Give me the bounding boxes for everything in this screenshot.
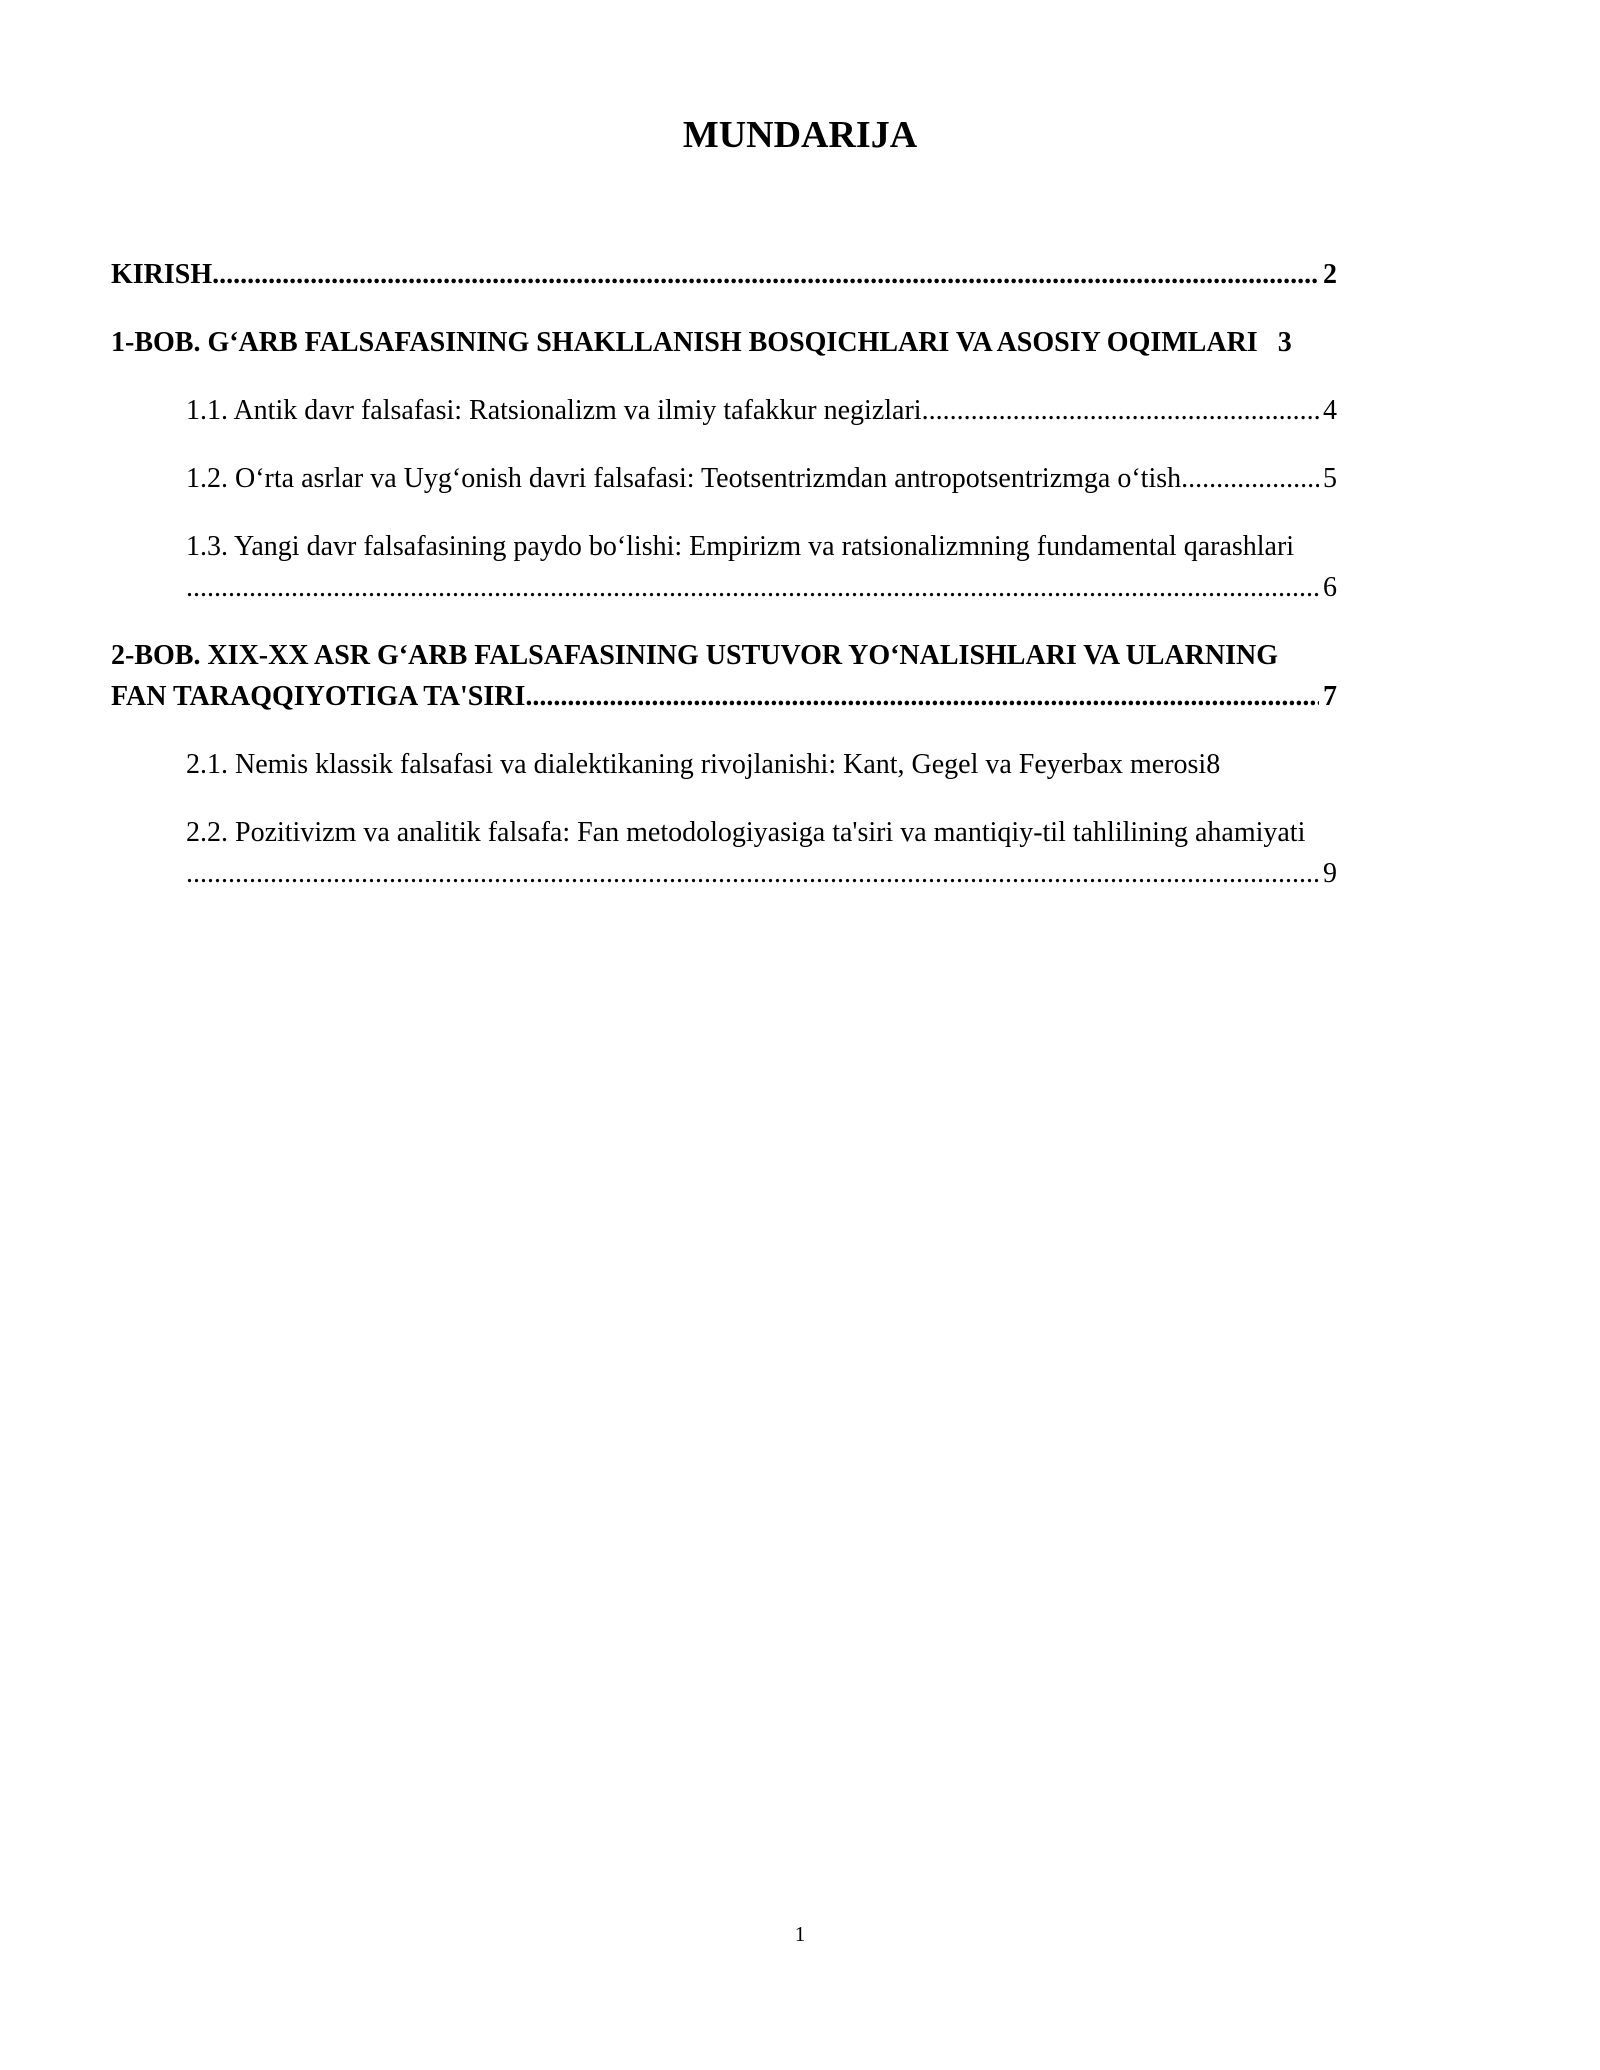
toc-entry-title-continued: FAN TARAQQIYOTIGA TA'SIRI [111, 681, 526, 712]
toc-page-number: 7 [1323, 681, 1337, 712]
toc-page-number: 6 [1323, 572, 1337, 603]
dot-leader [186, 853, 1319, 894]
dot-leader [1181, 458, 1319, 499]
toc-page-number: 5 [1323, 463, 1337, 494]
toc-entry-title: KIRISH [111, 259, 213, 290]
toc-page-number: 3 [1277, 327, 1292, 358]
toc-page-number: 9 [1323, 858, 1337, 889]
dot-leader [212, 254, 1319, 295]
page-title: MUNDARIJA [682, 114, 918, 156]
toc-entry-section-1-1[interactable] [186, 390, 1337, 431]
toc-entry-kirish[interactable] [111, 254, 1337, 295]
dot-leader [922, 390, 1319, 431]
toc-entry-title: 2.1. Nemis klassik falsafasi va dialektikaning rivojlanishi: Kant, Gegel va Feyerbax merosi [186, 749, 1207, 780]
dot-leader [186, 567, 1319, 608]
toc-entry-title: 2.2. Pozitivizm va analitik falsafa: Fan metodologiyasiga ta'siri va mantiqiy-til tahlilining ahamiyati [186, 817, 1306, 848]
table-of-contents [111, 254, 1511, 921]
toc-page-number: 2 [1323, 259, 1337, 290]
toc-entry-title: 1.2. O‘rta asrlar va Uyg‘onish davri falsafasi: Teotsentrizmdan antropotsentrizmga o‘tish [186, 463, 1182, 494]
toc-entry-section-2-1[interactable] [186, 744, 1337, 785]
toc-entry-title: 1.1. Antik davr falsafasi: Ratsionalizm va ilmiy tafakkur negizlari [186, 395, 922, 426]
toc-entry-section-2-2[interactable] [186, 812, 1337, 894]
dot-leader [525, 676, 1319, 717]
toc-page-number: 8 [1206, 749, 1221, 780]
toc-entry-title: 1-BOB. G‘ARB FALSAFASINING SHAKLLANISH BOSQICHLARI VA ASOSIY OQIMLARI [111, 327, 1258, 358]
toc-entry-chapter-2[interactable] [111, 635, 1337, 717]
toc-entry-title: 1.3. Yangi davr falsafasining paydo bo‘lishi: Empirizm va ratsionalizmning fundamental qarashlari [186, 531, 1295, 562]
toc-entry-chapter-1[interactable] [111, 322, 1337, 363]
toc-page-number: 4 [1323, 395, 1337, 426]
toc-entry-title: 2-BOB. XIX-XX ASR G‘ARB FALSAFASINING USTUVOR YO‘NALISHLARI VA ULARNING [111, 640, 1279, 671]
toc-entry-section-1-3[interactable] [186, 526, 1337, 608]
toc-entry-section-1-2[interactable] [186, 458, 1337, 499]
page-number: 1 [794, 1922, 806, 1946]
